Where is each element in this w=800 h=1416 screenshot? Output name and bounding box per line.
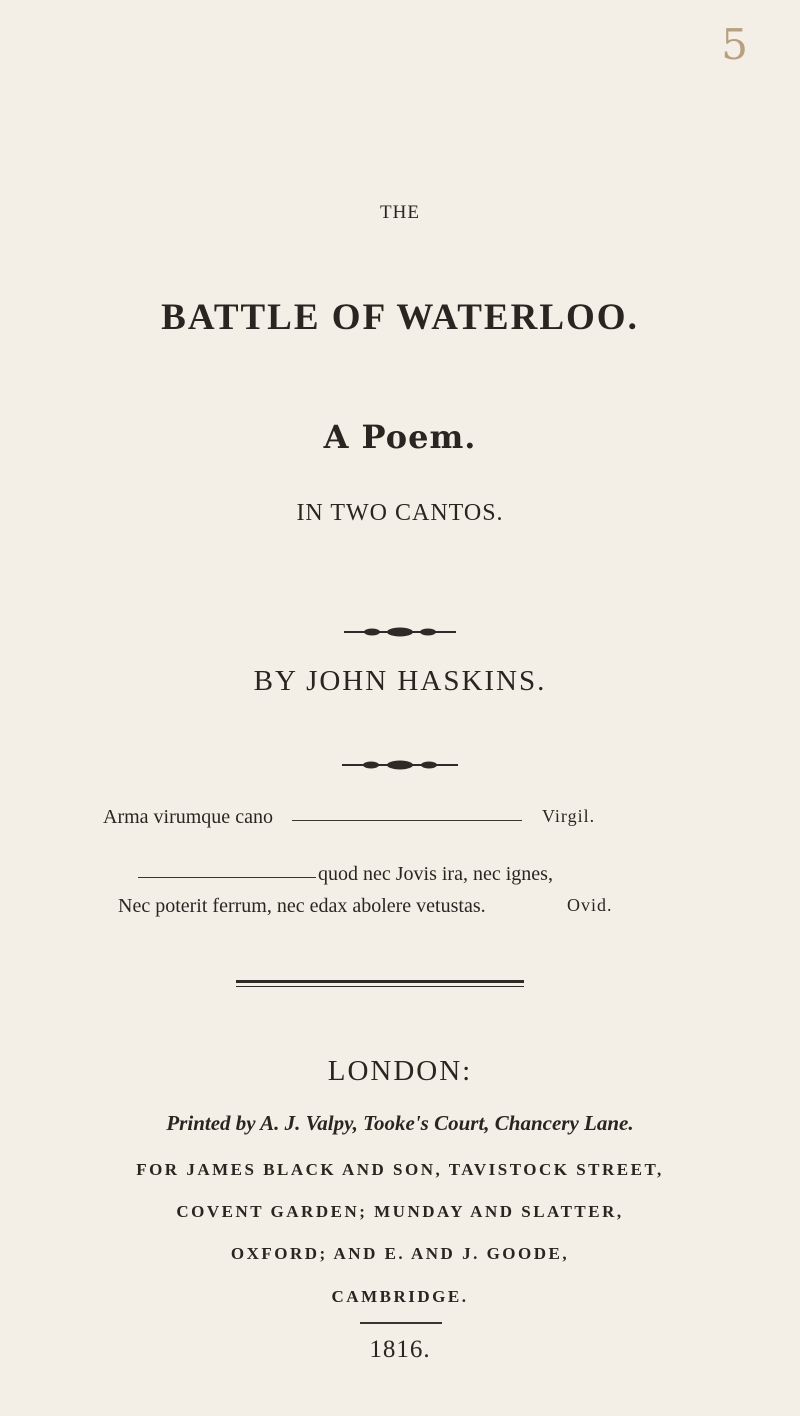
- cantos-line: IN TWO CANTOS.: [296, 500, 504, 526]
- epigraph-ovid-line-1: quod nec Jovis ira, nec ignes,: [318, 863, 553, 885]
- epigraph-ovid-attribution: Ovid.: [567, 895, 613, 915]
- printer-line: Printed by A. J. Valpy, Tooke's Court, Chancery Lane.: [166, 1111, 634, 1135]
- publisher-line-1: FOR JAMES BLACK AND SON, TAVISTOCK STREET,: [136, 1160, 664, 1179]
- epigraph-ovid-line-2: Nec poterit ferrum, nec edax abolere vetustas.: [118, 895, 486, 917]
- publisher-line-4: CAMBRIDGE.: [331, 1287, 469, 1306]
- epigraph-dash-rule: [138, 877, 316, 878]
- publisher-line-3: OXFORD; AND E. AND J. GOODE,: [230, 1244, 570, 1263]
- title-article: THE: [380, 202, 420, 223]
- ornamental-rule: [0, 755, 800, 775]
- ornamental-rule: [0, 622, 800, 642]
- subtitle-blackletter: A Poem.: [323, 418, 477, 456]
- double-rule: [236, 980, 524, 989]
- pencil-corner-mark: 5: [721, 20, 748, 69]
- epigraph-virgil-text: Arma virumque cano: [103, 806, 273, 828]
- epigraph-dash-rule: [292, 820, 522, 821]
- epigraph-virgil-attribution: Virgil.: [542, 806, 596, 826]
- publication-year: 1816.: [369, 1336, 431, 1363]
- author-line: BY JOHN HASKINS.: [253, 665, 547, 697]
- short-rule: [360, 1322, 442, 1324]
- imprint-city: LONDON:: [327, 1055, 473, 1087]
- publisher-line-2: COVENT GARDEN; MUNDAY AND SLATTER,: [176, 1202, 624, 1221]
- main-title: BATTLE OF WATERLOO.: [161, 297, 639, 338]
